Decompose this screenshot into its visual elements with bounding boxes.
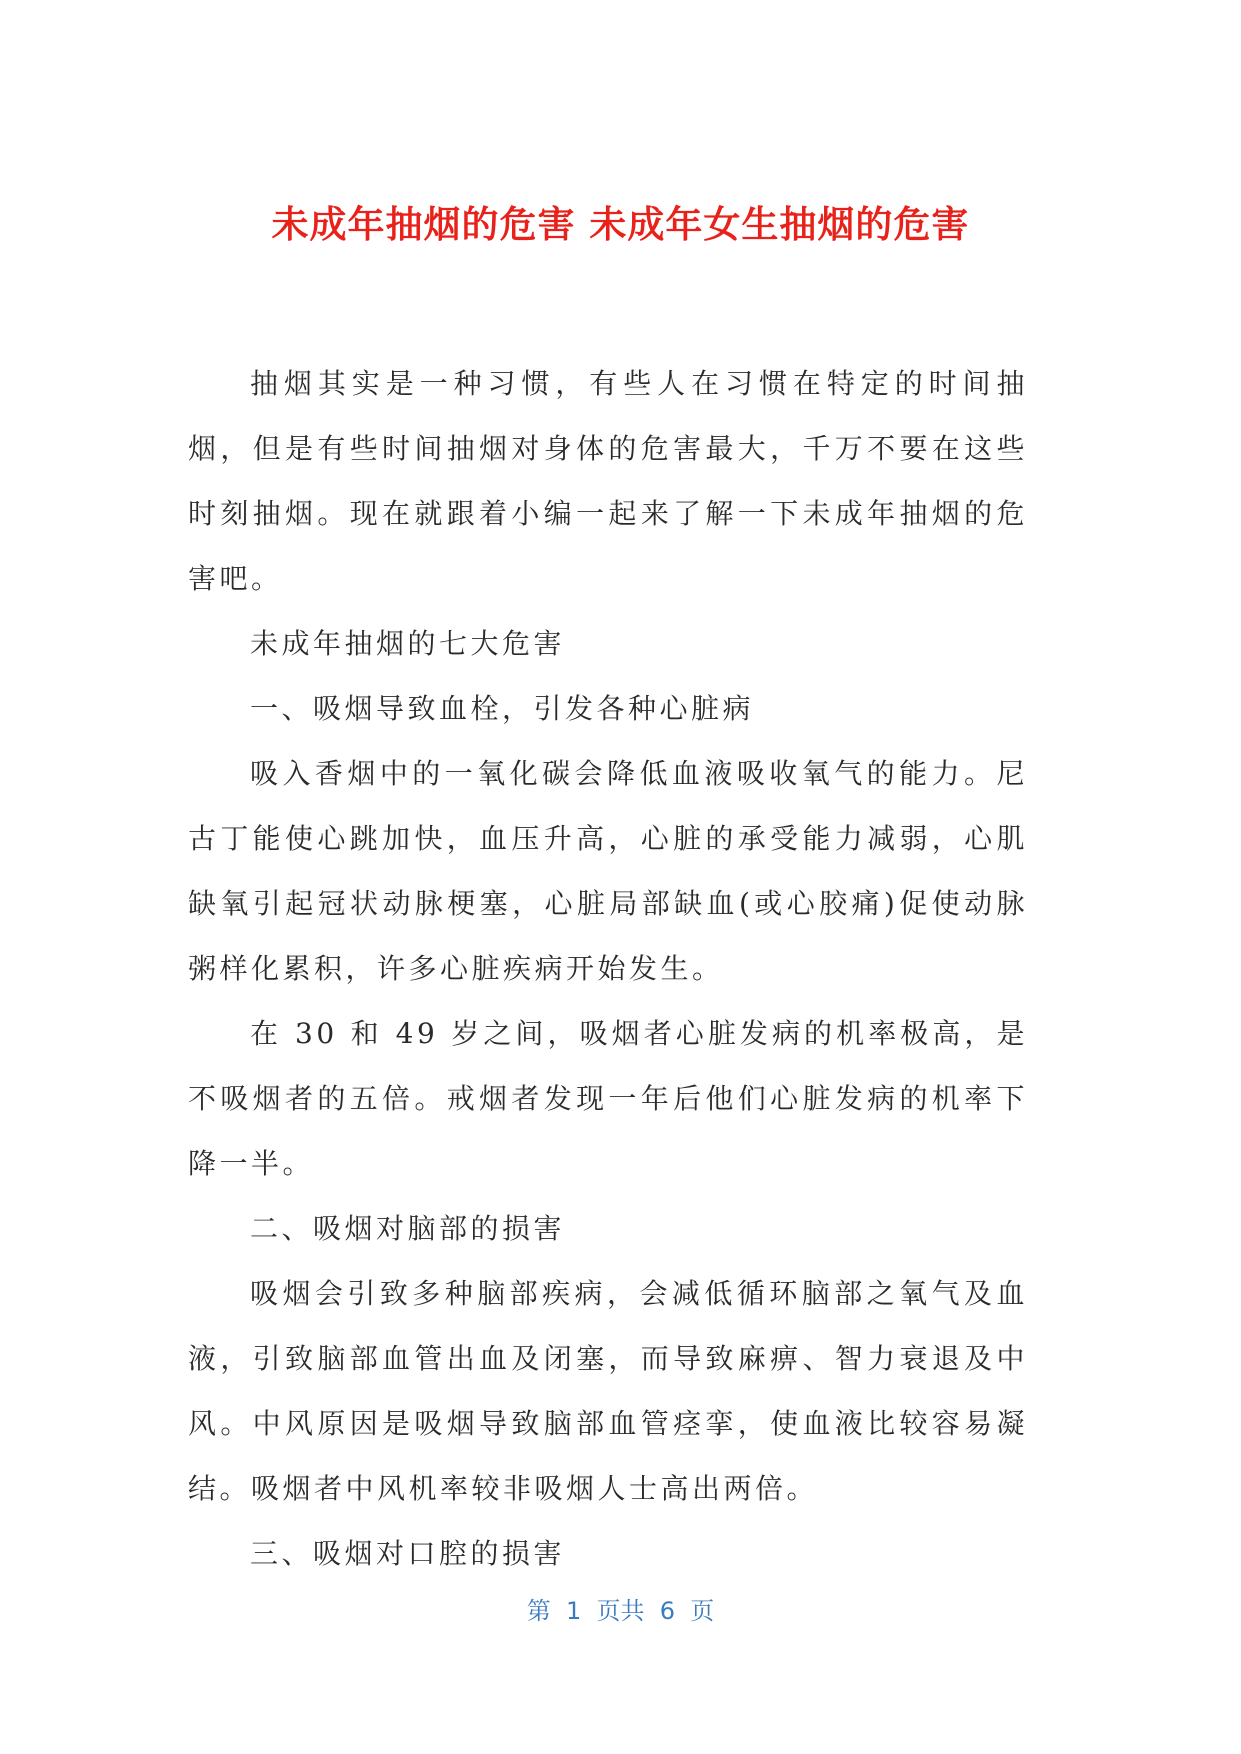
paragraph-heart-1: 吸入香烟中的一氧化碳会降低血液吸收氧气的能力。尼古丁能使心跳加快，血压升高，心脏的承受能力减弱，心肌缺氧引起冠状动脉梗塞，心脏局部缺血(或心胶痛)促使动脉粥样化累积，许多心脏疾病开始发生。: [188, 757, 1028, 985]
document-body: [188, 351, 1028, 1586]
paragraph-heart-2: 在 30 和 49 岁之间，吸烟者心脏发病的机率极高，是不吸烟者的五倍。戒烟者发现一年后他们心脏发病的机率下降一半。: [188, 1017, 1028, 1180]
section-heading-3: 三、吸烟对口腔的损害: [250, 1537, 566, 1570]
section-heading-2: 二、吸烟对脑部的损害: [250, 1212, 566, 1245]
paragraph-intro: 抽烟其实是一种习惯，有些人在习惯在特定的时间抽烟，但是有些时间抽烟对身体的危害最大，千万不要在这些时刻抽烟。现在就跟着小编一起来了解一下未成年抽烟的危害吧。: [188, 367, 1028, 595]
section-heading-1: 一、吸烟导致血栓，引发各种心脏病: [250, 692, 755, 725]
section-heading-seven-harms: 未成年抽烟的七大危害: [250, 627, 566, 660]
page-number-footer: 第 1 页共 6 页: [526, 1597, 715, 1625]
paragraph-brain: 吸烟会引致多种脑部疾病，会减低循环脑部之氧气及血液，引致脑部血管出血及闭塞，而导致麻痹、智力衰退及中风。中风原因是吸烟导致脑部血管痉挛，使血液比较容易凝结。吸烟者中风机率较非吸烟人士高出两倍。: [188, 1277, 1028, 1505]
document-title: 未成年抽烟的危害 未成年女生抽烟的危害: [271, 203, 970, 246]
